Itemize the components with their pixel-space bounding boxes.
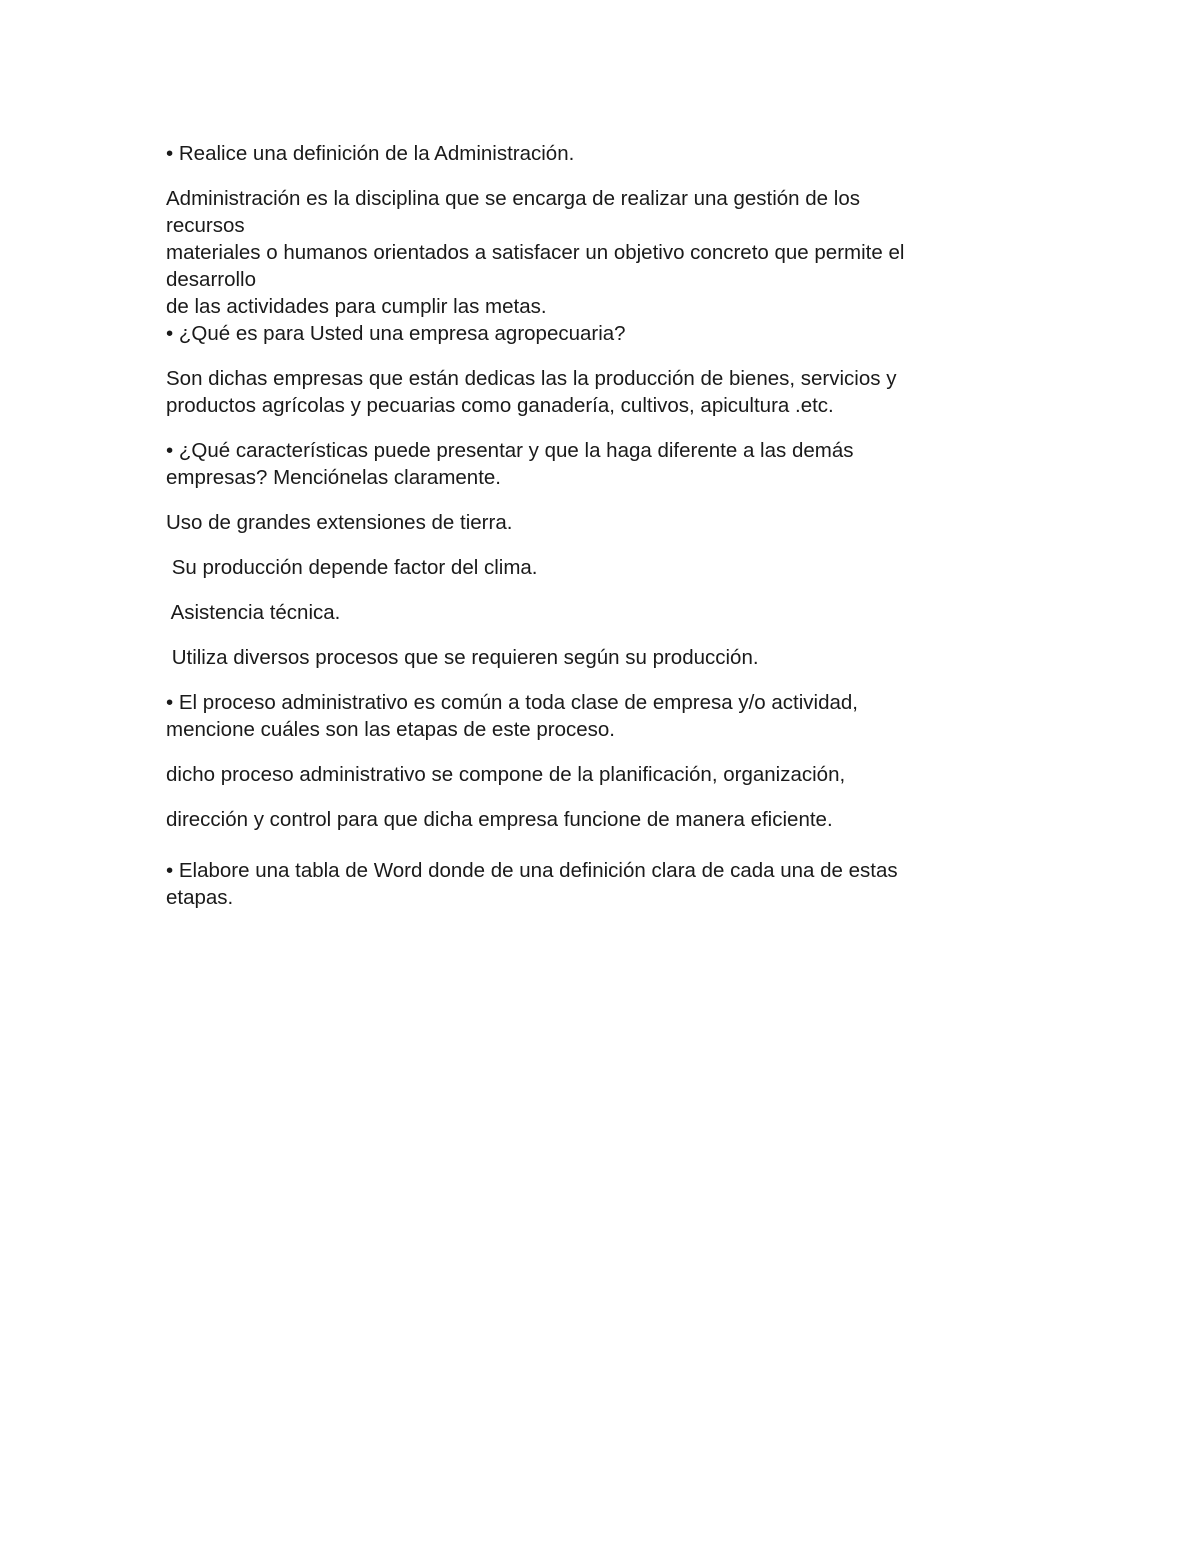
question-empresa-agropecuaria: • ¿Qué es para Usted una empresa agropecuaria? — [166, 322, 626, 345]
text-line: dirección y control para que dicha empresa funcione de manera eficiente. — [166, 808, 833, 831]
text-line: mencione cuáles son las etapas de este proceso. — [166, 718, 615, 741]
question-definition-administracion — [166, 140, 1026, 167]
answer-empresa-agropecuaria — [166, 365, 1026, 419]
answer-proceso-administrativo — [166, 761, 1026, 788]
answer-definition-administracion — [166, 185, 1026, 347]
text-line: Su producción depende factor del clima. — [166, 556, 538, 579]
text-line: recursos — [166, 214, 245, 237]
text-line: desarrollo — [166, 268, 257, 291]
text-line: Uso de grandes extensiones de tierra. — [166, 511, 513, 534]
text-line: etapas. — [166, 886, 234, 909]
characteristic-item — [166, 599, 1026, 626]
text-line: Utiliza diversos procesos que se requieren según su producción. — [166, 646, 759, 669]
text-line: Asistencia técnica. — [166, 601, 341, 624]
characteristic-item — [166, 644, 1026, 671]
text-line: productos agrícolas y pecuarias como ganadería, cultivos, apicultura .etc. — [166, 394, 834, 417]
text-line: materiales o humanos orientados a satisfacer un objetivo concreto que permite el — [166, 241, 905, 264]
answer-proceso-administrativo-cont — [166, 806, 1026, 833]
text-line: • El proceso administrativo es común a toda clase de empresa y/o actividad, — [166, 691, 858, 714]
characteristic-item — [166, 509, 1026, 536]
text-line: • ¿Qué características puede presentar y que la haga diferente a las demás — [166, 439, 854, 462]
text-line: • Elabore una tabla de Word donde de una definición clara de cada una de estas — [166, 859, 898, 882]
text-line: Administración es la disciplina que se encarga de realizar una gestión de los — [166, 187, 860, 210]
text-line: de las actividades para cumplir las metas. — [166, 295, 547, 318]
question-tabla-word — [166, 857, 1026, 911]
text-line: dicho proceso administrativo se compone de la planificación, organización, — [166, 763, 846, 786]
document-body — [166, 140, 1026, 911]
characteristic-item — [166, 554, 1026, 581]
text-line: empresas? Menciónelas claramente. — [166, 466, 501, 489]
text-line: Son dichas empresas que están dedicas las la producción de bienes, servicios y — [166, 367, 897, 390]
text-line: • Realice una definición de la Administración. — [166, 142, 575, 165]
question-proceso-administrativo — [166, 689, 1026, 743]
question-caracteristicas — [166, 437, 1026, 491]
